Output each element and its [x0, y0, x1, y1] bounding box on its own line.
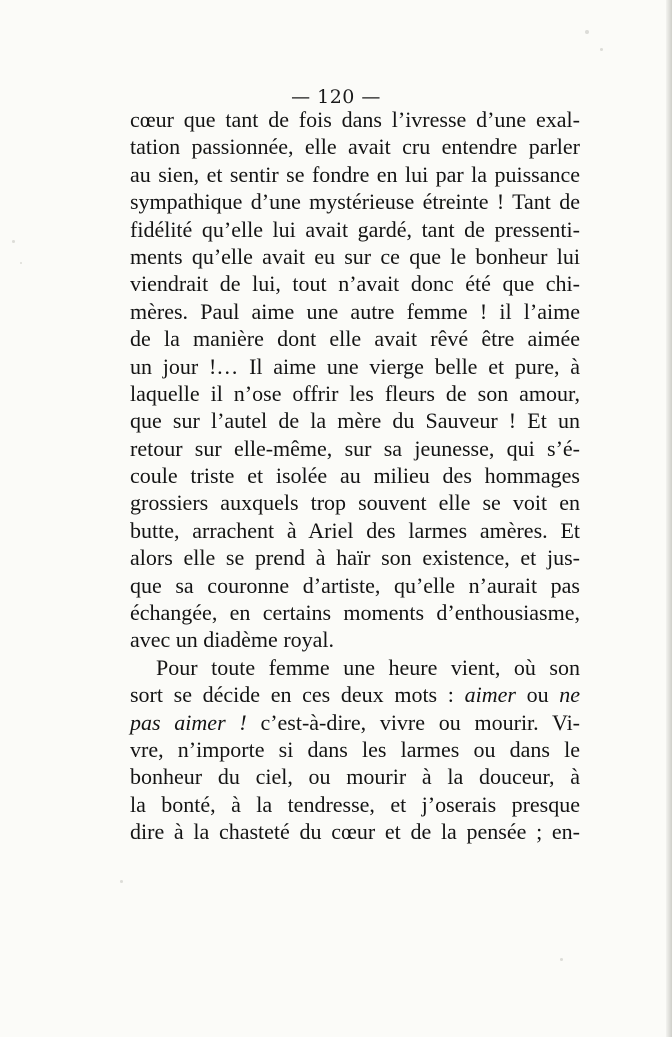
- text-line: ments qu’elle avait eu sur ce que le bonheur lui: [130, 243, 580, 269]
- text-line: que sur l’autel de la mère du Sauveur ! Et un: [130, 408, 580, 434]
- paragraph-first-line: Pour toute femme une heure vient, où son: [156, 654, 580, 680]
- paper-speck: [600, 48, 603, 51]
- text-line: échangée, en certains moments d’enthousiasme,: [130, 600, 580, 626]
- text-line: mères. Paul aime une autre femme ! il l’aime: [130, 298, 580, 324]
- text-line: un jour !… Il aime une vierge belle et pure, à: [130, 353, 580, 379]
- body-text: [130, 106, 580, 846]
- text-segment: c’est-à-dire, vivre ou mourir. Vi-: [260, 709, 581, 735]
- text-line-with-italics: [130, 681, 580, 708]
- italic-word: aimer: [464, 682, 516, 708]
- paper-speck: [560, 958, 563, 961]
- paper-speck: [120, 880, 123, 883]
- text-line: tation passionnée, elle avait cru entendre parler: [130, 134, 580, 160]
- text-line: vre, n’importe si dans les larmes ou dans le: [130, 736, 580, 762]
- text-line: laquelle il n’ose offrir les fleurs de son amour,: [130, 380, 580, 406]
- text-line: fidélité qu’elle lui avait gardé, tant de pressenti-: [130, 216, 580, 242]
- paper-speck: [20, 262, 22, 264]
- page-number: — 120 —: [291, 86, 381, 108]
- text-line: cœur que tant de fois dans l’ivresse d’une exal-: [130, 107, 580, 132]
- text-line: viendrait de lui, tout n’avait donc été que chi-: [130, 271, 580, 297]
- text-line: bonheur du ciel, ou mourir à la douceur, à: [130, 764, 580, 790]
- text-line: sympathique d’une mystérieuse étreinte ! Tant de: [130, 189, 580, 215]
- text-segment: sort se décide en ces deux mots :: [130, 682, 454, 708]
- text-line: au sien, et sentir se fondre en lui par la puissance: [130, 161, 580, 187]
- text-line: coule triste et isolée au milieu des hommages: [130, 463, 580, 489]
- text-line: retour sur elle-même, sur sa jeunesse, qui s’é-: [130, 435, 580, 461]
- text-line: de la manière dont elle avait rêvé être aimée: [130, 326, 580, 352]
- italic-word: ne: [559, 682, 581, 708]
- text-line: avec un diadème royal.: [130, 627, 335, 653]
- paper-speck: [585, 30, 589, 34]
- text-line: alors elle se prend à haïr son existence, et jus-: [130, 545, 580, 571]
- text-segment: ou: [526, 682, 549, 708]
- text-line-with-italics: [130, 709, 580, 736]
- text-line: dire à la chasteté du cœur et de la pensée ; en-: [130, 819, 580, 845]
- paper-speck: [12, 240, 15, 243]
- page-edge: [666, 0, 672, 1037]
- text-line: butte, arrachent à Ariel des larmes amères. Et: [130, 517, 580, 543]
- text-line: grossiers auxquels trop souvent elle se voit en: [130, 490, 580, 516]
- italic-phrase: pas aimer !: [130, 709, 247, 735]
- text-line: la bonté, à la tendresse, et j’oserais presque: [130, 791, 580, 817]
- text-line: que sa couronne d’artiste, qu’elle n’aurait pas: [130, 572, 580, 598]
